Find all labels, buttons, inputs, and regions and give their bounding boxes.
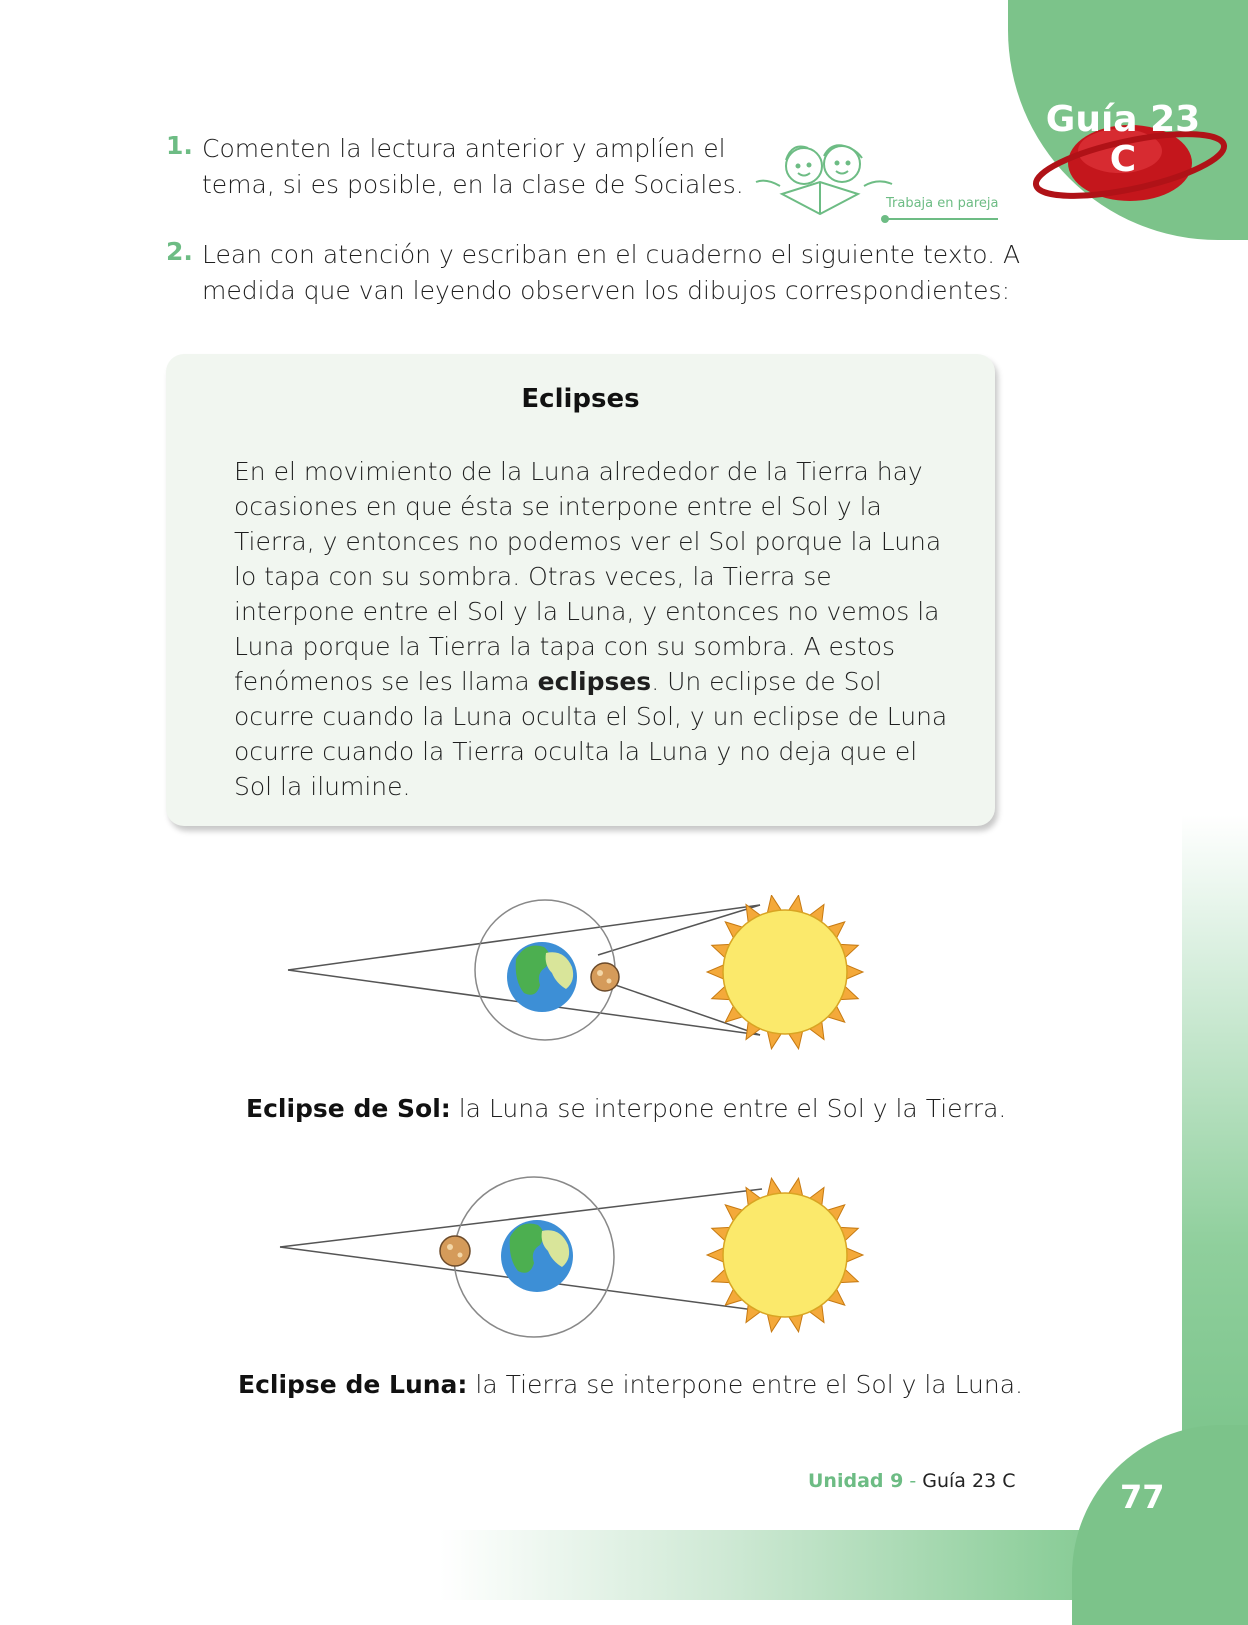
earth-icon-2 [501, 1220, 573, 1292]
sun-icon [707, 895, 863, 1049]
question-1-number: 1. [166, 131, 193, 160]
reading-title: Eclipses [521, 384, 640, 414]
question-2-line-2: medida que van leyendo observen los dibujos correspondientes: [202, 276, 1010, 305]
lunar-eclipse-caption [238, 1370, 1023, 1399]
pair-work-dot [881, 215, 889, 223]
reading-text-part-2: . Un eclipse de Sol ocurre cuando la Luna oculta el Sol, y un eclipse de Luna ocurre cuando la Tierra oculta la Luna y no deja que el Sol la ilumine. [234, 667, 948, 801]
reading-bold-term: eclipses [537, 667, 652, 696]
guide-badge-line2: C [1109, 139, 1137, 180]
question-1-line-1: Comenten la lectura anterior y amplíen el [202, 134, 726, 163]
question-2-number: 2. [166, 237, 193, 266]
footer-guide: Guía 23 C [922, 1470, 1016, 1492]
solar-eclipse-diagram [280, 895, 880, 1055]
guide-badge-line1: Guía 23 [1045, 99, 1201, 140]
footer-separator: - [903, 1470, 923, 1492]
pair-work-label: Trabaja en pareja [886, 196, 999, 211]
footer-label [808, 1470, 1015, 1492]
moon-icon-2 [440, 1236, 470, 1266]
page-number-tab [1072, 1425, 1248, 1625]
earth-icon [507, 942, 577, 1012]
sun-icon-2 [707, 1178, 863, 1332]
lunar-eclipse-diagram [272, 1175, 882, 1345]
solar-eclipse-caption-lead: Eclipse de Sol: [246, 1094, 451, 1123]
reading-text [234, 454, 954, 804]
reading-box [166, 354, 995, 826]
moon-icon [591, 963, 619, 991]
guide-badge-label [1043, 100, 1203, 180]
page-number: 77 [1120, 1478, 1165, 1516]
two-children-reading-icon [752, 138, 1002, 228]
solar-eclipse-caption [246, 1094, 1006, 1123]
question-2-line-1: Lean con atención y escriban en el cuaderno el siguiente texto. A [202, 240, 1021, 269]
lunar-eclipse-caption-lead: Eclipse de Luna: [238, 1370, 468, 1399]
reading-text-part-1: En el movimiento de la Luna alrededor de la Tierra hay ocasiones en que ésta se interpone entre el Sol y la Tierra, y entonces no podemos ver el Sol porque la Luna lo tapa con su sombra. Otras veces, la Tierra se interpone entre el Sol y la Luna, y entonces no vemos la Luna porque la Tierra la tapa con su sombra. A estos fenómenos se les llama [234, 457, 942, 696]
lunar-eclipse-caption-text: la Tierra se interpone entre el Sol y la Luna. [467, 1370, 1023, 1399]
footer-unit: Unidad 9 [808, 1470, 904, 1492]
question-1-line-2: tema, si es posible, en la clase de Sociales. [202, 170, 744, 199]
pair-work-underline [884, 218, 998, 220]
solar-eclipse-caption-text: la Luna se interpone entre el Sol y la Tierra. [450, 1094, 1007, 1123]
